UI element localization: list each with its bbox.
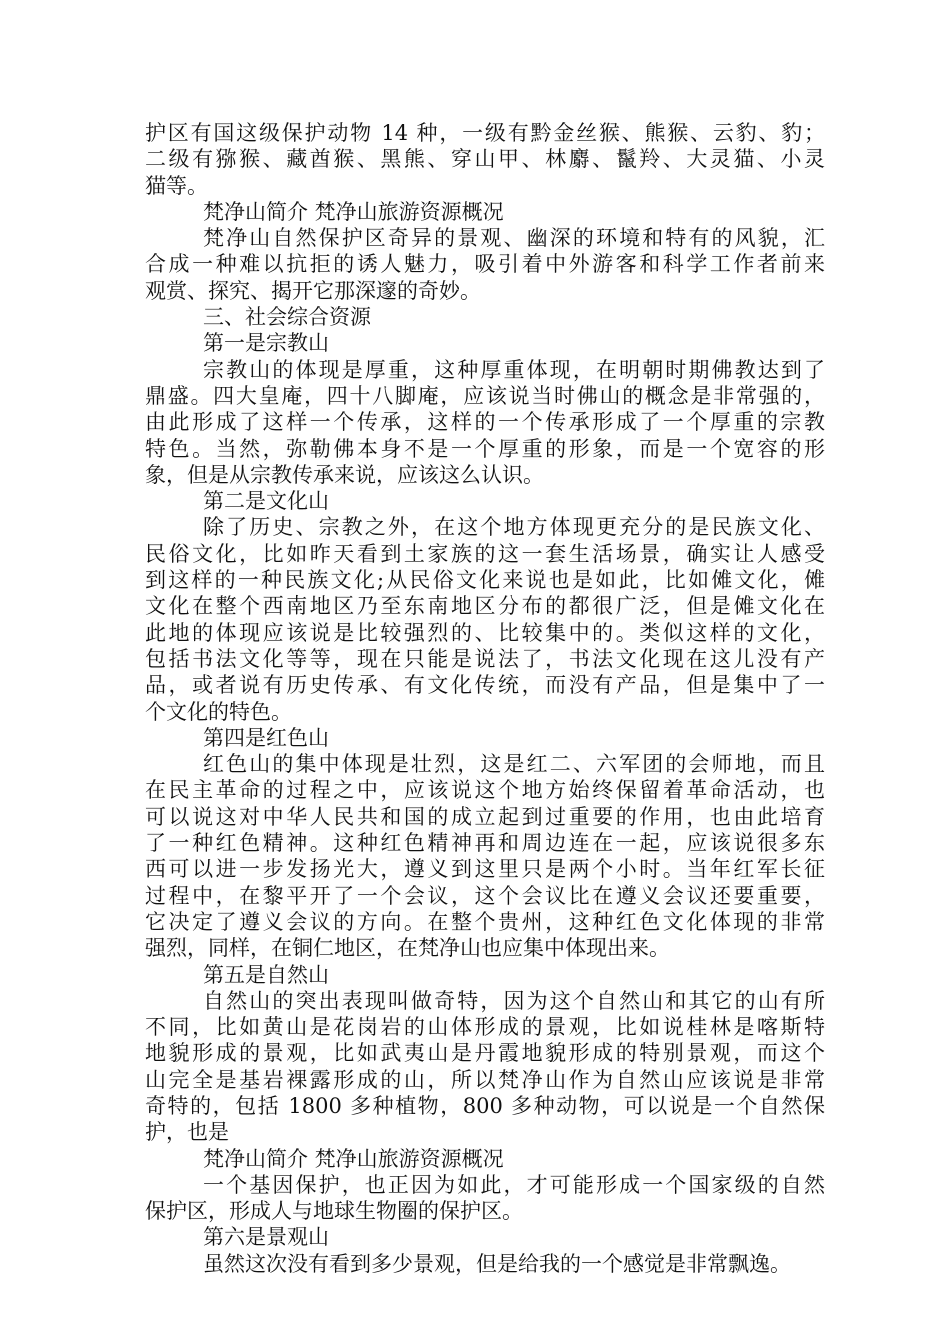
text-line: 强烈，同样，在铜仁地区，在梵净山也应集中体现出来。 [145,936,670,961]
text-line: 品，或者说有历史传承、有文化传统，而没有产品，但是集中了一 [145,673,825,698]
text-line: 三、社会综合资源 [203,305,371,330]
text-line: 个文化的特色。 [145,699,292,724]
text-line: 除了历史、宗教之外，在这个地方体现更充分的是民族文化、 [203,515,825,540]
text-line: 不同，比如黄山是花岗岩的山体形成的景观，比如说桂林是喀斯特 [145,1015,825,1040]
text-line: 西可以进一步发扬光大，遵义到这里只是两个小时。当年红军长征 [145,857,825,882]
text-line: 山完全是基岩裸露形成的山，所以梵净山作为自然山应该说是非常 [145,1067,825,1092]
text-line: 在民主革命的过程之中，应该说这个地方始终保留着革命活动，也 [145,778,825,803]
text-line: 它决定了遵义会议的方向。在整个贵州，这种红色文化体现的非常 [145,909,825,934]
text-line: 第一是宗教山 [203,331,329,356]
text-line: 第二是文化山 [203,489,329,514]
text-line: 红色山的集中体现是壮烈，这是红二、六军团的会师地，而且 [203,752,825,777]
text-line: 观赏、探究、揭开它那深邃的奇妙。 [145,278,481,303]
text-line: 保护区，形成人与地球生物圈的保护区。 [145,1199,523,1224]
text-line: 护，也是 [145,1120,229,1145]
text-line: 由此形成了这样一个传承，这样的一个传承形成了一个厚重的宗教 [145,410,825,435]
text-line: 猫等。 [145,173,208,198]
text-line: 可以说这对中华人民共和国的成立起到过重要的作用，也由此培育 [145,804,825,829]
text-line: 此地的体现应该说是比较强烈的、比较集中的。类似这样的文化， [145,620,825,645]
text-line: 第五是自然山 [203,962,329,987]
text-line: 象，但是从宗教传承来说，应该这么认识。 [145,462,544,487]
text-line: 过程中，在黎平开了一个会议，这个会议比在遵义会议还要重要， [145,883,825,908]
text-line: 文化在整个西南地区乃至东南地区分布的都很广泛，但是傩文化在 [145,594,825,619]
text-line: 了一种红色精神。这种红色精神再和周边连在一起，应该说很多东 [145,831,825,856]
text-line: 第四是红色山 [203,725,329,750]
text-line: 鼎盛。四大皇庵，四十八脚庵，应该说当时佛山的概念是非常强的， [145,383,825,408]
text-line: 护区有国这级保护动物 14 种，一级有黔金丝猴、熊猴、云豹、豹； [145,121,825,145]
text-line: 合成一种难以抗拒的诱人魅力，吸引着中外游客和科学工作者前来 [145,252,825,277]
text-line: 第六是景观山 [203,1225,329,1250]
text-line: 梵净山简介 梵净山旅游资源概况 [203,1146,504,1171]
text-line: 自然山的突出表现叫做奇特，因为这个自然山和其它的山有所 [203,988,825,1013]
text-line: 二级有猕猴、藏酋猴、黑熊、穿山甲、林麝、鬣羚、大灵猫、小灵 [145,147,825,172]
text-line: 包括书法文化等等，现在只能是说法了，书法文化现在这儿没有产 [145,646,825,671]
text-line: 到这样的一种民族文化;从民俗文化来说也是如此，比如傩文化，傩 [145,568,825,593]
text-line: 特色。当然，弥勒佛本身不是一个厚重的形象，而是一个宽容的形 [145,436,825,461]
text-line: 宗教山的体现是厚重，这种厚重体现，在明朝时期佛教达到了 [203,357,825,382]
text-line: 一个基因保护，也正因为如此，才可能形成一个国家级的自然 [203,1172,825,1197]
text-line: 梵净山自然保护区奇异的景观、幽深的环境和特有的风貌，汇 [203,226,825,251]
text-line: 虽然这次没有看到多少景观，但是给我的一个感觉是非常飘逸。 [203,1251,791,1276]
text-line: 民俗文化，比如昨天看到土家族的这一套生活场景，确实让人感受 [145,541,825,566]
text-line: 梵净山简介 梵净山旅游资源概况 [203,199,504,224]
text-line: 地貌形成的景观，比如武夷山是丹霞地貌形成的特别景观，而这个 [145,1041,825,1066]
text-line: 奇特的，包括 1800 多种植物，800 多种动物，可以说是一个自然保 [145,1093,825,1118]
document-page [145,120,825,1277]
